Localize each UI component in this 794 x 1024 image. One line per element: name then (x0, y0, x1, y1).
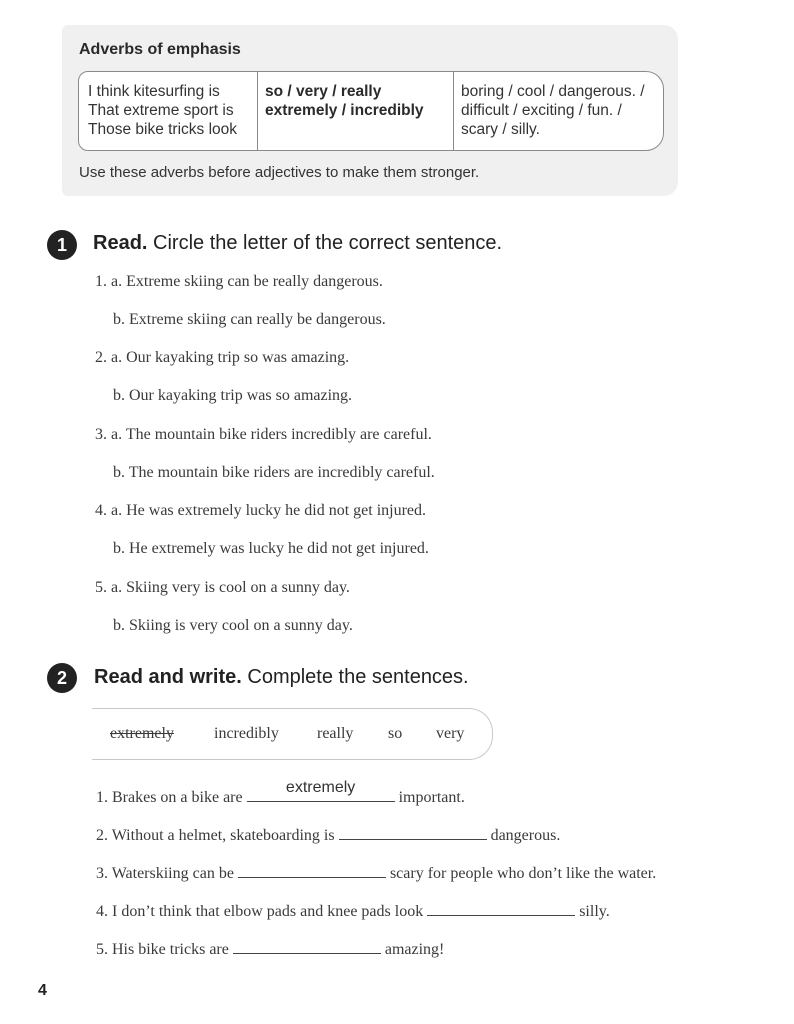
exercise-1-option[interactable]: 5. a. Skiing very is cool on a sunny day. (95, 579, 350, 596)
exercise-2-sentence (96, 863, 656, 883)
exercise-1-option[interactable]: b. The mountain bike riders are incredibly careful. (113, 464, 435, 481)
exercise-1-instructions: Circle the letter of the correct sentence. (153, 232, 503, 254)
grammar-adjectives-column (454, 72, 663, 150)
grammar-note: Use these adverbs before adjectives to make them stronger. (79, 164, 480, 181)
grammar-adverbs: extremely / incredibly (265, 102, 424, 119)
grammar-adjectives: difficult / exciting / fun. / (461, 102, 622, 119)
sentence-start: 3. Waterskiing can be (96, 865, 234, 882)
exercise-1-option[interactable]: b. He extremely was lucky he did not get injured. (113, 540, 429, 557)
exercise-1-option[interactable]: 2. a. Our kayaking trip so was amazing. (95, 349, 350, 366)
exercise-2-title-bold: Read and write. (94, 666, 242, 688)
sentence-end: dangerous. (490, 827, 561, 844)
answer-blank[interactable] (233, 939, 381, 954)
exercise-1-option[interactable]: b. Extreme skiing can really be dangerous. (113, 311, 386, 328)
answer-blank[interactable] (427, 901, 575, 916)
exercise-2-number-badge: 2 (47, 663, 77, 693)
word-bank-word: incredibly (214, 725, 279, 742)
answer-blank[interactable] (238, 863, 386, 878)
exercise-1-title (93, 232, 502, 255)
exercise-1-option[interactable]: 4. a. He was extremely lucky he did not get injured. (95, 502, 427, 519)
sentence-start: 4. I don’t think that elbow pads and knee pads look (96, 903, 424, 920)
page-number: 4 (38, 982, 47, 999)
sentence-end: scary for people who don’t like the water. (389, 865, 657, 882)
sentence-start: 1. Brakes on a bike are (96, 789, 243, 806)
sentence-end: important. (398, 789, 465, 806)
exercise-1-title-bold: Read. (93, 232, 148, 254)
handwritten-answer: extremely (285, 779, 356, 796)
exercise-1-option[interactable]: b. Our kayaking trip was so amazing. (113, 387, 353, 404)
answer-blank[interactable] (339, 825, 487, 840)
grammar-adverbs: so / very / really (265, 83, 382, 100)
sentence-start: 2. Without a helmet, skateboarding is (96, 827, 335, 844)
sentence-start: 5. His bike tricks are (96, 941, 229, 958)
exercise-2-title (94, 666, 469, 689)
word-bank-word-used: extremely (110, 725, 174, 742)
grammar-adjectives: boring / cool / dangerous. / (461, 83, 645, 100)
word-bank (92, 708, 493, 760)
word-bank-word: so (388, 725, 403, 742)
exercise-2-sentence (96, 779, 465, 807)
grammar-title: Adverbs of emphasis (79, 41, 241, 58)
answer-blank[interactable] (247, 779, 395, 802)
word-bank-word: very (436, 725, 465, 742)
grammar-subject: That extreme sport is (88, 102, 234, 119)
exercise-1-number-badge: 1 (47, 230, 77, 260)
exercise-1-option[interactable]: b. Skiing is very cool on a sunny day. (113, 617, 353, 634)
sentence-end: silly. (579, 903, 610, 920)
grammar-adverbs-column (258, 72, 454, 150)
word-bank-word: really (317, 725, 354, 742)
exercise-2-instructions: Complete the sentences. (247, 666, 469, 688)
grammar-subject: I think kitesurfing is (88, 83, 220, 100)
grammar-table (78, 71, 664, 151)
sentence-end: amazing! (384, 941, 445, 958)
exercise-2-sentence (96, 825, 560, 845)
exercise-2-sentence (96, 901, 610, 921)
grammar-subjects-column (79, 72, 258, 150)
grammar-adjectives: scary / silly. (461, 121, 540, 138)
exercise-1-option[interactable]: 3. a. The mountain bike riders incredibly are careful. (95, 426, 432, 443)
grammar-subject: Those bike tricks look (88, 121, 238, 138)
exercise-1-option[interactable]: 1. a. Extreme skiing can be really dangerous. (95, 273, 383, 290)
exercise-2-sentence (96, 939, 444, 959)
